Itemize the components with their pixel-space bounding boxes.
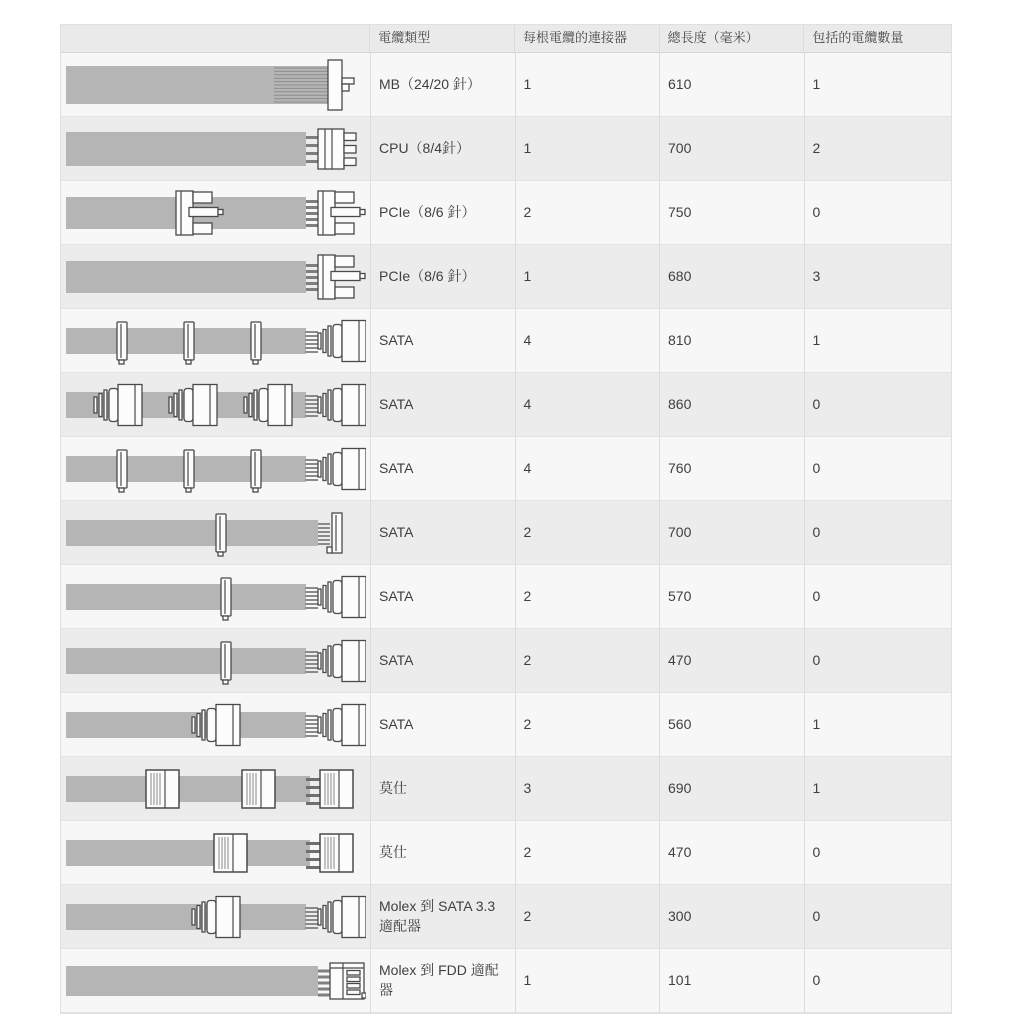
cell-connectors-per-cable: 2 — [516, 565, 661, 629]
cell-cable-image — [61, 373, 371, 437]
cell-cable-image — [61, 885, 371, 949]
cell-cable-type: MB（24/20 針） — [371, 53, 516, 117]
cell-cables-included: 0 — [805, 821, 951, 885]
cell-cable-image — [61, 245, 371, 309]
cell-connectors-per-cable: 2 — [516, 885, 661, 949]
cell-cable-type: SATA — [371, 373, 516, 437]
cell-cable-type: Molex 到 FDD 適配器 — [371, 949, 516, 1013]
cell-total-length: 700 — [660, 501, 805, 565]
cell-cables-included: 1 — [805, 53, 951, 117]
cable-spec-table — [60, 24, 952, 1014]
cell-total-length: 101 — [660, 949, 805, 1013]
cell-total-length: 570 — [660, 565, 805, 629]
cell-cables-included: 0 — [805, 949, 951, 1013]
cell-cable-type: SATA — [371, 309, 516, 373]
table-row — [61, 949, 951, 1013]
cell-cable-type: Molex 到 SATA 3.3 適配器 — [371, 885, 516, 949]
cell-cables-included: 0 — [805, 181, 951, 245]
cell-connectors-per-cable: 2 — [516, 821, 661, 885]
header-cell-cables-included: 包括的電纜數量 — [804, 25, 951, 53]
molex-to-sata-adapter-cable-illustration — [66, 889, 366, 945]
table-row — [61, 53, 951, 117]
cell-cable-image — [61, 117, 371, 181]
cell-connectors-per-cable: 1 — [516, 245, 661, 309]
cell-connectors-per-cable: 4 — [516, 437, 661, 501]
cell-connectors-per-cable: 1 — [516, 949, 661, 1013]
table-row — [61, 373, 951, 437]
table-header-row — [61, 25, 951, 53]
cell-cable-image — [61, 757, 371, 821]
cell-cable-image — [61, 693, 371, 757]
cell-total-length: 470 — [660, 629, 805, 693]
cell-cables-included: 1 — [805, 309, 951, 373]
cell-cables-included: 0 — [805, 885, 951, 949]
cell-total-length: 690 — [660, 757, 805, 821]
cell-cable-image — [61, 437, 371, 501]
cell-cable-type: SATA — [371, 565, 516, 629]
pcie-cable-2-connectors-illustration — [66, 185, 366, 241]
molex-cable-2-connectors-illustration — [66, 825, 366, 881]
cell-connectors-per-cable: 4 — [516, 373, 661, 437]
cell-cable-type: SATA — [371, 693, 516, 757]
table-row — [61, 245, 951, 309]
header-cell-image — [61, 25, 370, 53]
cell-cable-image — [61, 501, 371, 565]
table-row — [61, 437, 951, 501]
mb-24pin-cable-illustration — [66, 57, 366, 113]
cell-connectors-per-cable: 4 — [516, 309, 661, 373]
header-cell-cable-type: 電纜類型 — [370, 25, 515, 53]
cell-cable-type: CPU（8/4針） — [371, 117, 516, 181]
cell-cable-type: SATA — [371, 629, 516, 693]
table-row — [61, 885, 951, 949]
cell-cable-type: 莫仕 — [371, 821, 516, 885]
cell-total-length: 760 — [660, 437, 805, 501]
cell-cables-included: 1 — [805, 693, 951, 757]
sata-cable-2-connectors-boxed-illustration — [66, 697, 366, 753]
sata-cable-2-connectors-flat-end-illustration — [66, 505, 366, 561]
sata-cable-4-connectors-inline-illustration — [66, 313, 366, 369]
cpu-8-4pin-cable-illustration — [66, 121, 366, 177]
sata-cable-2-connectors-inline-illustration — [66, 569, 366, 625]
cell-cable-image — [61, 949, 371, 1013]
cell-total-length: 700 — [660, 117, 805, 181]
cell-cables-included: 0 — [805, 373, 951, 437]
cell-cable-image — [61, 309, 371, 373]
cell-total-length: 560 — [660, 693, 805, 757]
cell-cable-type: SATA — [371, 437, 516, 501]
cell-total-length: 810 — [660, 309, 805, 373]
cell-cables-included: 0 — [805, 629, 951, 693]
cell-cable-image — [61, 629, 371, 693]
table-row — [61, 693, 951, 757]
table-row — [61, 821, 951, 885]
cell-connectors-per-cable: 3 — [516, 757, 661, 821]
cell-cable-image — [61, 565, 371, 629]
header-cell-connectors-per-cable: 每根電纜的連接器 — [515, 25, 660, 53]
cell-total-length: 860 — [660, 373, 805, 437]
molex-to-fdd-adapter-cable-illustration — [66, 953, 366, 1009]
cell-cable-type: 莫仕 — [371, 757, 516, 821]
cell-connectors-per-cable: 2 — [516, 693, 661, 757]
cell-cables-included: 3 — [805, 245, 951, 309]
cell-cable-type: SATA — [371, 501, 516, 565]
cell-cables-included: 1 — [805, 757, 951, 821]
cell-connectors-per-cable: 2 — [516, 181, 661, 245]
sata-cable-4-connectors-inline2-illustration — [66, 441, 366, 497]
pcie-cable-1-connector-illustration — [66, 249, 366, 305]
cell-connectors-per-cable: 1 — [516, 117, 661, 181]
molex-cable-3-connectors-illustration — [66, 761, 366, 817]
cell-cables-included: 0 — [805, 501, 951, 565]
cell-total-length: 470 — [660, 821, 805, 885]
table-row — [61, 117, 951, 181]
cell-cables-included: 2 — [805, 117, 951, 181]
table-row — [61, 181, 951, 245]
table-row — [61, 565, 951, 629]
cell-cable-image — [61, 53, 371, 117]
table-row — [61, 629, 951, 693]
cell-cable-image — [61, 181, 371, 245]
cell-total-length: 300 — [660, 885, 805, 949]
table-body — [61, 53, 951, 1013]
cell-total-length: 610 — [660, 53, 805, 117]
cell-cable-image — [61, 821, 371, 885]
cell-cables-included: 0 — [805, 437, 951, 501]
table-row — [61, 757, 951, 821]
cell-cable-type: PCIe（8/6 針） — [371, 181, 516, 245]
cell-total-length: 680 — [660, 245, 805, 309]
cell-cables-included: 0 — [805, 565, 951, 629]
table-row — [61, 501, 951, 565]
sata-cable-4-connectors-boxed-illustration — [66, 377, 366, 433]
cell-connectors-per-cable: 2 — [516, 501, 661, 565]
cell-connectors-per-cable: 2 — [516, 629, 661, 693]
sata-cable-2-connectors-inline2-illustration — [66, 633, 366, 689]
cell-total-length: 750 — [660, 181, 805, 245]
cell-cable-type: PCIe（8/6 針） — [371, 245, 516, 309]
table-row — [61, 309, 951, 373]
cell-connectors-per-cable: 1 — [516, 53, 661, 117]
header-cell-total-length-mm: 總長度（毫米） — [660, 25, 805, 53]
